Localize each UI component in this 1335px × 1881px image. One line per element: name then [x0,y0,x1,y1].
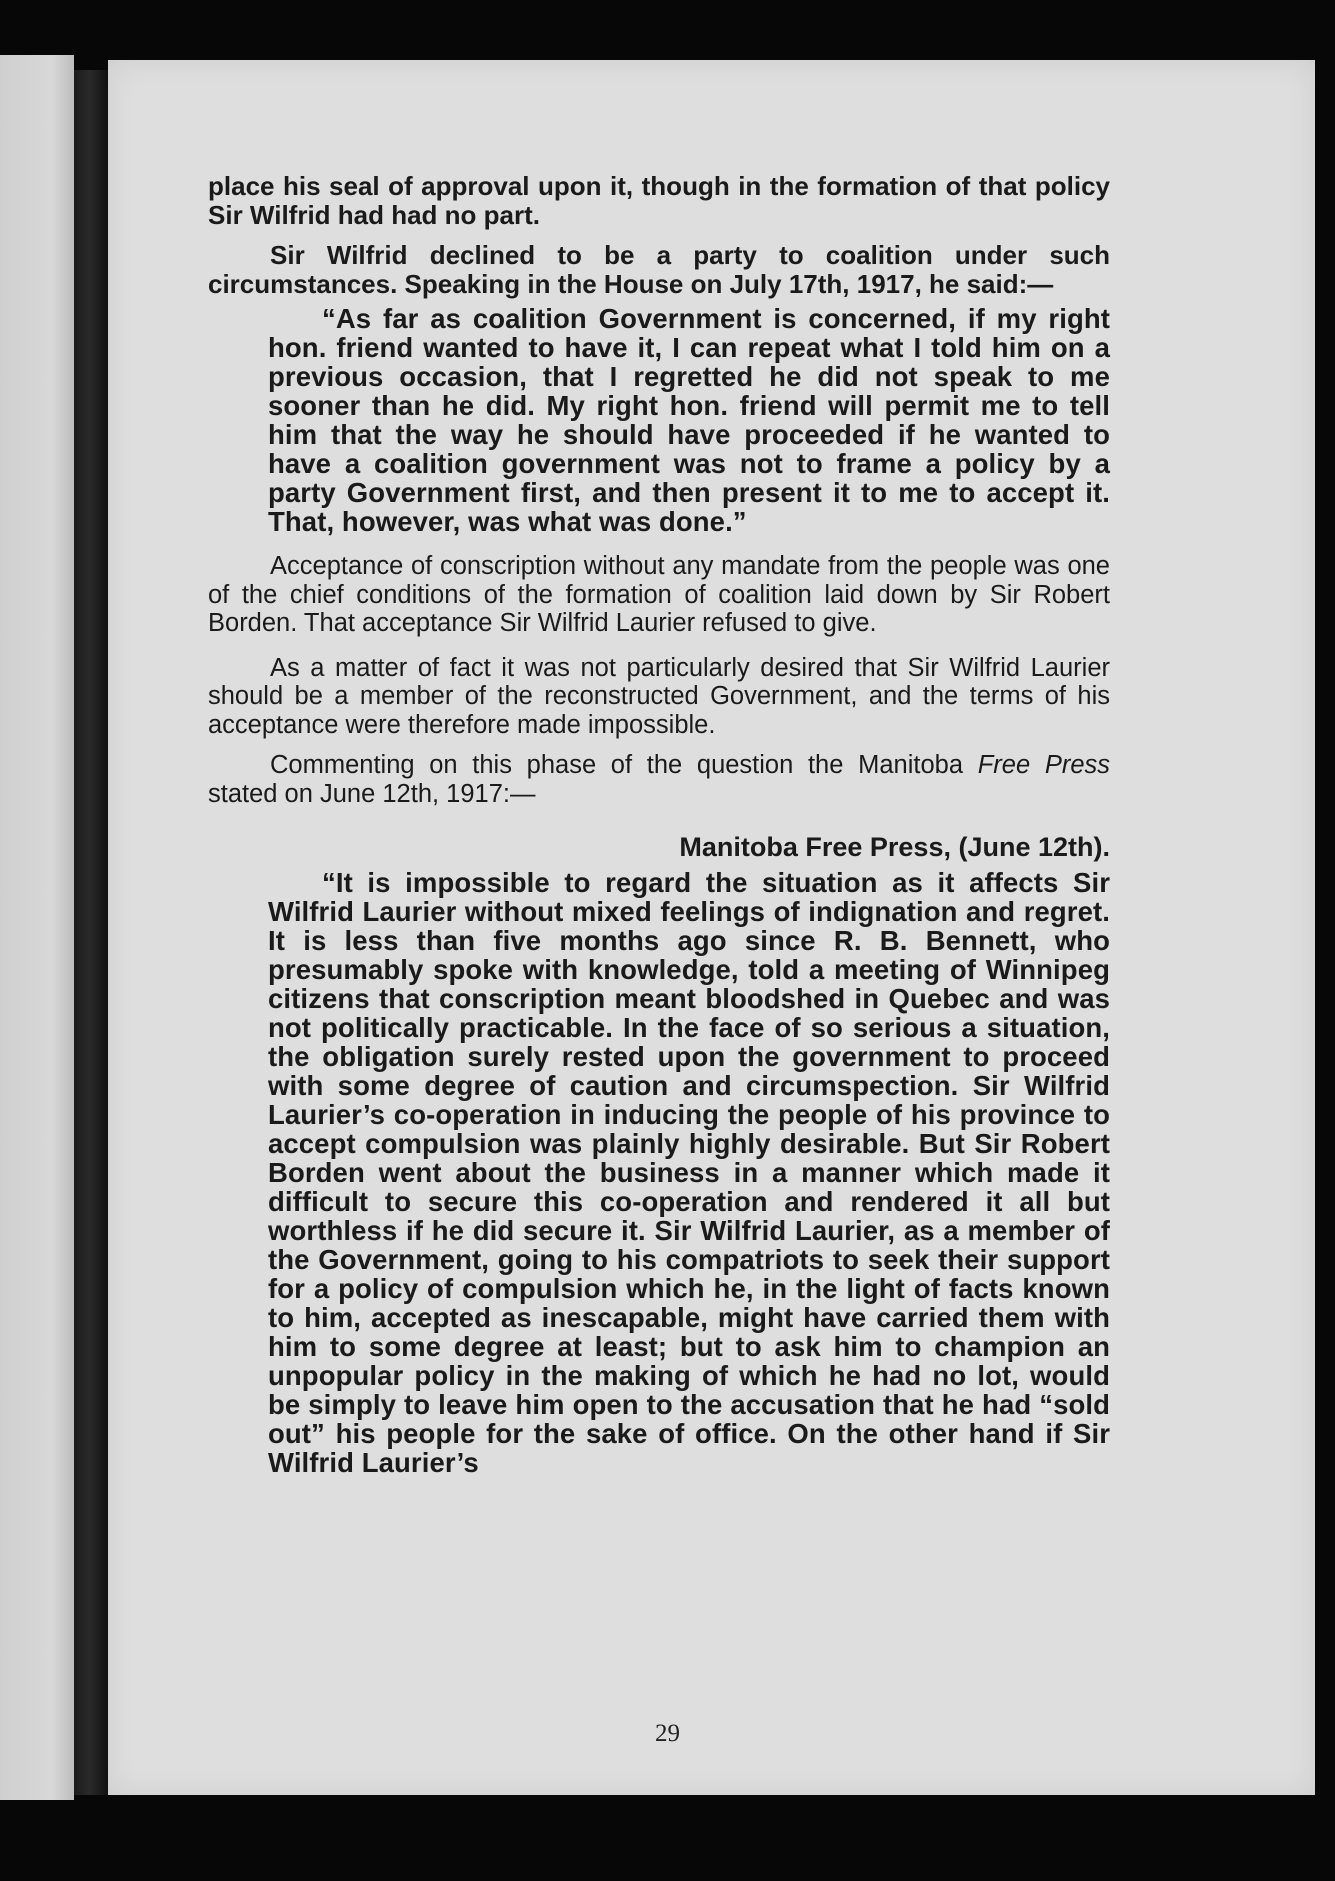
book-spine [74,70,108,1795]
adjacent-page-edge [0,55,74,1800]
free-press-italic: Free Press [977,751,1110,779]
quote-laurier: “As far as coalition Government is concerned, if my right hon. friend wanted to have it, I can repeat what I told him on a previous occasion, that I regretted he did not speak to me sooner than he did. My right hon. friend will permit me to tell him that the way he should have proceeded if he wanted to have a coalition government was not to frame a policy by a party Government first, and then present it to me to accept it. That, however, was what was done.” [268,303,1110,537]
quote-laurier-block [268,304,1110,536]
quote-free-press: “It is impossible to regard the situation as it affects Sir Wilfrid Laurier without mixed feelings of indignation and regret. It is less than five months ago since R. B. Bennett, who presumably spoke with knowledge, told a meeting of Winnipeg citizens that conscription meant bloodshed in Quebec and was not politically practicable. In the face of so serious a situation, the obligation surely rested upon the government to proceed with some degree of caution and circumspection. Sir Wilfrid Laurier’s co-operation in inducing the people of his province to accept compulsion was plainly highly desirable. But Sir Robert Borden went about the business in a manner which made it difficult to secure this co-operation and rendered it all but worthless if he did secure it. Sir Wilfrid Laurier, as a member of the Government, going to his compatriots to seek their support for a policy of compulsion which he, in the light of facts known to him, accepted as inescapable, might have carried them with him to some degree at least; but to ask him to champion an unpopular policy in the making of which he had no lot, would be simply to leave him open to the accusation that he had “sold out” his people for the sake of office. On the other hand if Sir Wilfrid Laurier’s [268,867,1110,1478]
paragraph-continuation: place his seal of approval upon it, though in the formation of that policy Sir Wilfrid had had no part. [208,171,1110,230]
paragraph-matter-of-fact: As a matter of fact it was not particularly desired that Sir Wilfrid Laurier should be a member of the reconstructed Government, and the terms of his acceptance were therefore made impossible. [208,653,1110,739]
page-number: 29 [655,1720,680,1747]
page-text [208,172,1110,1732]
paragraph-commenting [208,751,1110,808]
quote-free-press-block [268,868,1110,1477]
source-heading: Manitoba Free Press, (June 12th). [679,832,1110,862]
paragraph-laurier-declined: Sir Wilfrid declined to be a party to coalition under such circumstances. Speaking in the House on July 17th, 1917, he said:— [208,240,1110,299]
paragraph-conscription: Acceptance of conscription without any mandate from the people was one of the chief conditions of the formation of coalition laid down by Sir Robert Borden. That acceptance Sir Wilfrid Laurier refused to give. [208,552,1110,637]
commenting-suffix: stated on June 12th, 1917:— [208,779,536,808]
commenting-prefix: Commenting on this phase of the question the Manitoba [270,751,978,779]
